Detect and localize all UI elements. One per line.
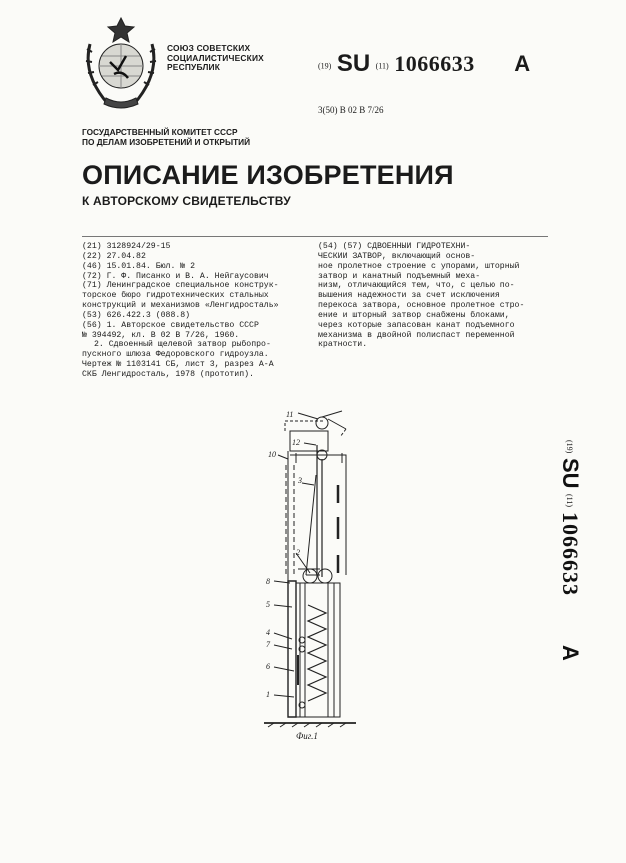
svg-text:(19): (19)	[565, 440, 574, 454]
label-2: 2	[296, 548, 300, 557]
state-emblem-icon	[80, 14, 162, 110]
abstract-text: (54) (57) СДВОЕННЫЙ ГИДРОТЕХНИ- ЧЕСКИЙ ЗАТВОР, включающий основ- ное пролетное строение с упорами, шторный затвор и канатный подъемный меха- низм, отличающийся тем, что, с целью по- вышения надежности за счет исключения перекоса затвора, основное пролетное стро- ение и шторный затвор снабжены блоками, через которые запасован канат подъемного механизма в двойной полиспаст переменной кратности.	[318, 242, 525, 350]
label-8: 8	[266, 577, 270, 586]
label-3: 3	[298, 476, 302, 485]
svg-text:A: A	[558, 645, 583, 661]
svg-text:1066633: 1066633	[558, 512, 583, 596]
side-document-code	[545, 436, 585, 666]
committee-name: ГОСУДАРСТВЕННЫЙ КОМИТЕТ СССР ПО ДЕЛАМ ИЗОБРЕТЕНИЙ И ОТКРЫТИЙ	[82, 127, 251, 147]
bibliographic-data: (21) 3128924/29-15 (22) 27.04.82 (46) 15.01.84. Бюл. № 2 (72) Г. Ф. Писанко и В. А. Нейгаусович (71) Ленинградское специальное конструк- торское бюро гидротехнических стальных конструкций и механизмов «Ленгидросталь» (53) 626.422.3 (088.8) (56) 1. Авторское свидетельство СССР № 394492, кл. В 02 В 7/26, 1960. 2. Сдвоенный щелевой затвор рыбопро- пускного шлюза Федоровского гидроузла. Чертеж № 1103141 СБ, лист 3, разрез А-А СКБ Ленгидросталь, 1978 (прототип).	[82, 242, 279, 379]
svg-text:(11): (11)	[565, 494, 574, 508]
label-1: 1	[266, 690, 270, 699]
label-7: 7	[266, 640, 270, 649]
divider	[82, 236, 548, 237]
ipc-classification: 3(50) В 02 В 7/26	[318, 105, 384, 115]
svg-text:SU: SU	[558, 458, 583, 489]
document-subtitle: К АВТОРСКОМУ СВИДЕТЕЛЬСТВУ	[82, 194, 291, 208]
document-title: ОПИСАНИЕ ИЗОБРЕТЕНИЯ	[82, 160, 454, 190]
label-10: 10	[268, 450, 276, 459]
figure-caption: Фиг.1	[296, 731, 318, 741]
label-11: 11	[286, 410, 294, 419]
gate-drawing	[250, 405, 360, 730]
country-name: СОЮЗ СОВЕТСКИХ СОЦИАЛИСТИЧЕСКИХ РЕСПУБЛИК	[167, 43, 264, 73]
document-number: (19) SU (11) 1066633 A	[318, 50, 531, 77]
label-6: 6	[266, 662, 270, 671]
label-5: 5	[266, 600, 270, 609]
label-12: 12	[292, 438, 300, 447]
label-4: 4	[266, 628, 270, 637]
